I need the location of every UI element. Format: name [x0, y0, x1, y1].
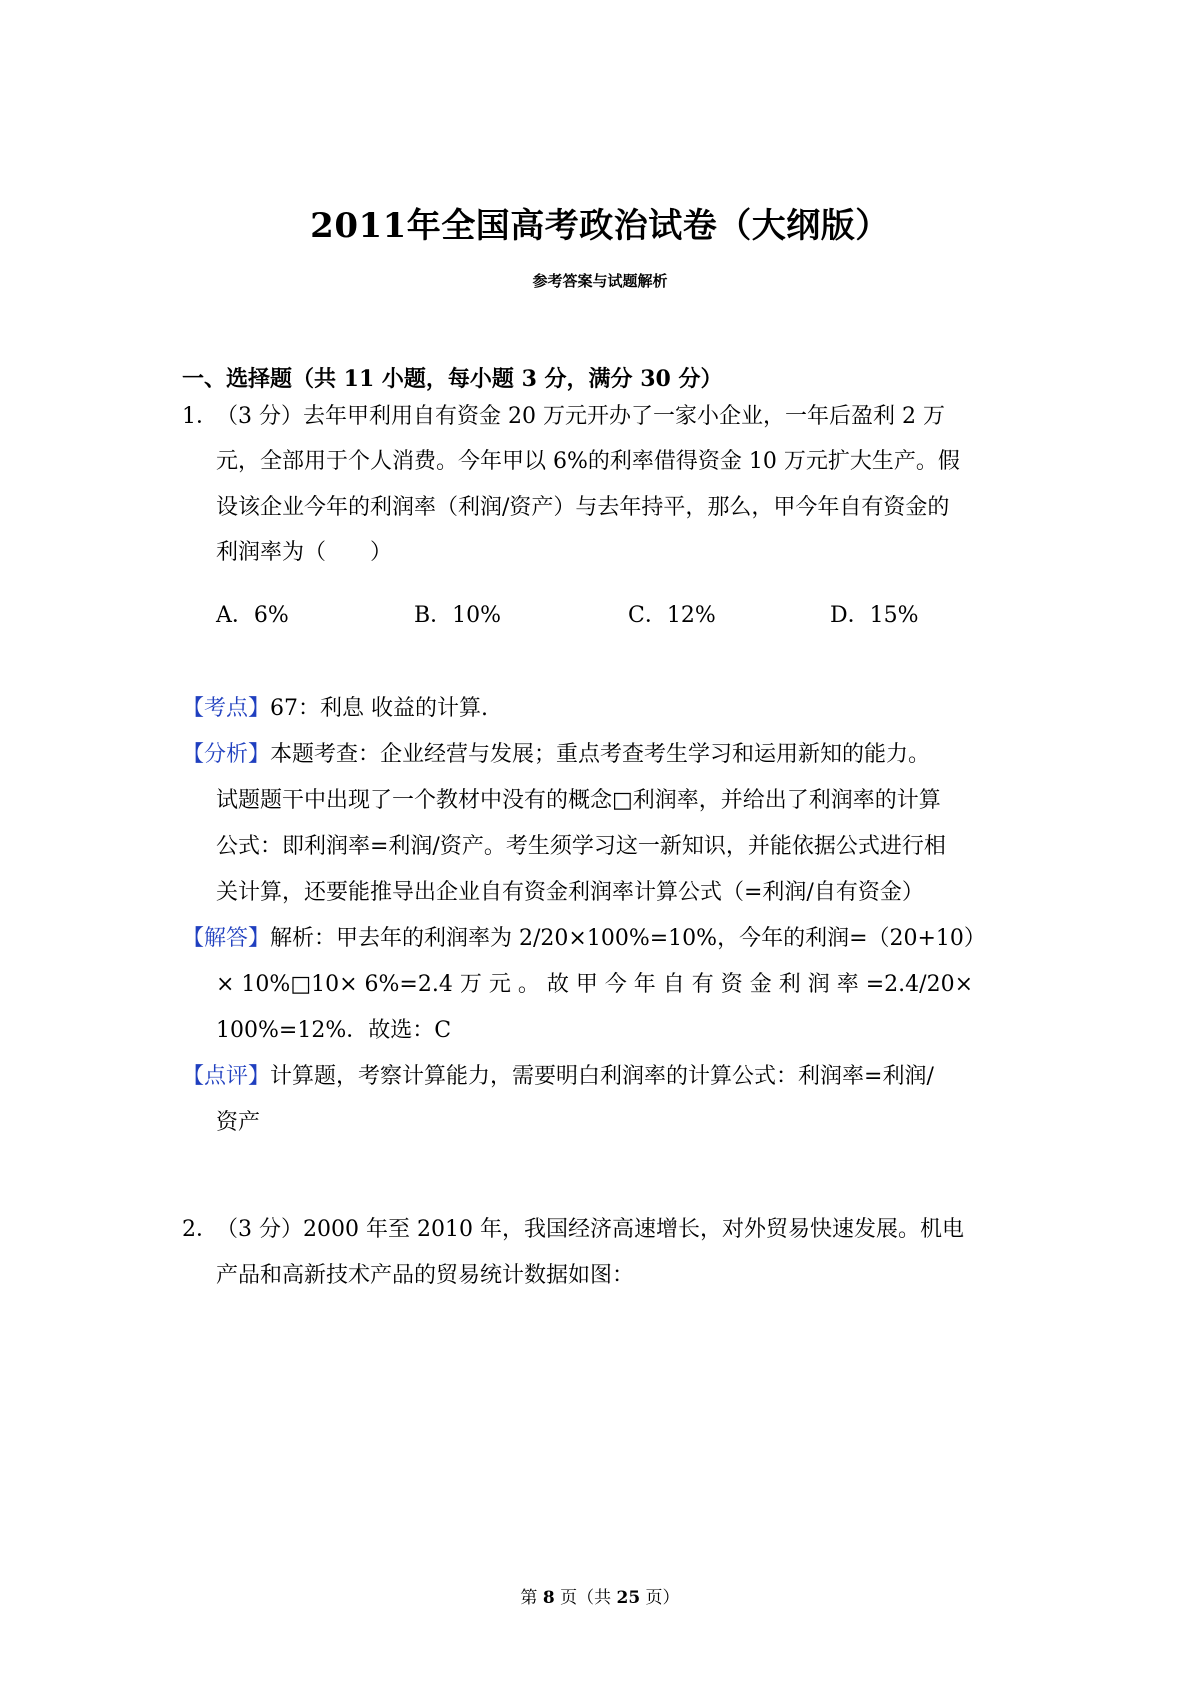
question-2-line-1: （3 分）2000 年至 2010 年，我国经济高速增长，对外贸易快速发展。机电 [216, 1217, 964, 1242]
kaodian-block [182, 694, 488, 724]
dianping-line-1: 计算题，考察计算能力，需要明白利润率的计算公式：利润率=利润/ [270, 1064, 934, 1089]
option-a: A．6% [216, 603, 289, 628]
kaodian-tag: 【考点】 [182, 696, 271, 721]
jieda-tag: 【解答】 [182, 926, 271, 951]
jieda-block [182, 924, 986, 954]
option-c: C．12% [628, 603, 716, 628]
page-title: 2011年全国高考政治试卷（大纲版） [310, 206, 890, 246]
fenxi-block [182, 740, 930, 770]
question-2-number: 2． [182, 1217, 218, 1242]
question-1-line-1: （3 分）去年甲利用自有资金 20 万元开办了一家小企业，一年后盈利 2 万 [216, 404, 945, 429]
footer-total-pages: 25 [616, 1588, 641, 1608]
kaodian-text: 67：利息 收益的计算. [270, 696, 488, 721]
page-subtitle: 参考答案与试题解析 [532, 272, 668, 290]
footer-page-number: 8 [542, 1588, 555, 1608]
question-1-number: 1． [182, 404, 218, 429]
question-1-line-3: 设该企业今年的利润率（利润/资产）与去年持平，那么，甲今年自有资金的 [216, 495, 950, 520]
fenxi-line-4: 关计算，还要能推导出企业自有资金利润率计算公式（=利润/自有资金） [216, 880, 924, 905]
jieda-line-2: × 10%□10× 6%=2.4 万 元 。 故 甲 今 年 自 有 资 金 利 润 率 =2.4/20× [216, 972, 974, 997]
page-footer [0, 1583, 1200, 1608]
fenxi-line-1: 本题考查：企业经营与发展；重点考查考生学习和运用新知的能力。 [270, 742, 931, 767]
dianping-tag: 【点评】 [182, 1064, 271, 1089]
fenxi-line-2: 试题题干中出现了一个教材中没有的概念□利润率，并给出了利润率的计算 [216, 788, 941, 813]
section-heading: 一、选择题（共 11 小题，每小题 3 分，满分 30 分） [182, 366, 723, 392]
option-b: B．10% [414, 603, 502, 628]
footer-suffix: 页） [640, 1588, 680, 1608]
jieda-line-3: 100%=12%．故选：C [216, 1018, 452, 1043]
jieda-line-1: 解析：甲去年的利润率为 2/20×100%=10%，今年的利润=（20+10） [270, 926, 986, 951]
option-d: D．15% [830, 603, 919, 628]
footer-prefix: 第 [520, 1588, 543, 1608]
fenxi-tag: 【分析】 [182, 742, 271, 767]
question-1-line-2: 元，全部用于个人消费。今年甲以 6%的利率借得资金 10 万元扩大生产。假 [216, 449, 960, 474]
dianping-line-2: 资产 [216, 1110, 261, 1135]
dianping-block [182, 1062, 934, 1092]
footer-middle: 页（共 [554, 1588, 617, 1608]
question-2-line-2: 产品和高新技术产品的贸易统计数据如图： [216, 1263, 635, 1288]
question-1-line-4: 利润率为（ ） [216, 540, 393, 565]
fenxi-line-3: 公式：即利润率=利润/资产。考生须学习这一新知识，并能依据公式进行相 [216, 834, 946, 859]
